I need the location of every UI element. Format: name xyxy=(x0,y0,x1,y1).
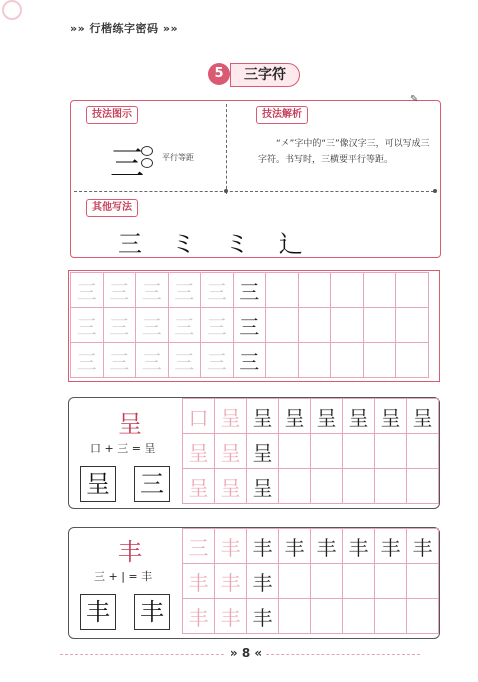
practice-cell[interactable]: 呈 xyxy=(375,399,407,434)
practice-cell[interactable]: 三 xyxy=(71,308,104,343)
practice-cell[interactable]: 丰 xyxy=(279,529,311,564)
variant-char: 三 xyxy=(118,230,142,258)
practice-cell[interactable]: 三 xyxy=(183,529,215,564)
practice-cell[interactable] xyxy=(407,564,439,599)
practice-cell[interactable] xyxy=(343,564,375,599)
practice-cell[interactable] xyxy=(279,469,311,504)
variant-char: ミ xyxy=(225,230,250,258)
practice-cell[interactable] xyxy=(407,469,439,504)
practice-cell[interactable]: 丰 xyxy=(375,529,407,564)
practice-cell[interactable]: 三 xyxy=(168,273,201,308)
grid-row xyxy=(71,343,429,378)
grid-row xyxy=(183,529,439,564)
grid-row xyxy=(71,308,429,343)
practice-cell[interactable]: 呈 xyxy=(183,469,215,504)
practice-cell[interactable]: 丰 xyxy=(407,529,439,564)
book-title: »» 行楷练字密码 »» xyxy=(70,22,179,35)
practice-cell[interactable]: 三 xyxy=(103,343,136,378)
practice-cell[interactable]: 呈 xyxy=(183,434,215,469)
practice-grid-2 xyxy=(182,398,439,504)
divider-horizontal xyxy=(74,191,434,192)
lesson-number: 5 xyxy=(208,63,230,85)
section-3-formula: 三 + | = 丰 xyxy=(94,570,153,583)
practice-cell[interactable]: 丰 xyxy=(311,529,343,564)
practice-cell[interactable] xyxy=(407,434,439,469)
section-3-title: 丰 xyxy=(118,538,142,566)
practice-cell[interactable]: 三 xyxy=(136,343,169,378)
practice-cell[interactable] xyxy=(331,273,364,308)
section-2-mini-2: 三 xyxy=(134,466,170,502)
spacing-ruler-icon xyxy=(141,146,155,168)
divider-dot xyxy=(433,189,437,193)
practice-cell[interactable] xyxy=(298,343,331,378)
practice-cell[interactable]: 三 xyxy=(201,308,234,343)
grid-row xyxy=(183,599,439,634)
practice-cell[interactable] xyxy=(331,343,364,378)
practice-cell[interactable] xyxy=(298,308,331,343)
practice-cell[interactable]: 三 xyxy=(201,343,234,378)
section-2-title: 呈 xyxy=(118,410,142,438)
grid-row xyxy=(71,273,429,308)
divider-dot xyxy=(224,189,228,193)
practice-cell[interactable] xyxy=(331,308,364,343)
practice-cell[interactable]: 丰 xyxy=(247,599,279,634)
grid-row xyxy=(183,399,439,434)
practice-cell[interactable]: 三 xyxy=(71,273,104,308)
practice-cell[interactable] xyxy=(298,273,331,308)
section-3-mini-2: 丰 xyxy=(134,594,170,630)
practice-cell[interactable] xyxy=(363,308,396,343)
grid-row xyxy=(183,469,439,504)
practice-cell[interactable]: 三 xyxy=(71,343,104,378)
section-3-mini-1: 丰 xyxy=(80,594,116,630)
practice-cell[interactable]: 丰 xyxy=(215,564,247,599)
page-header xyxy=(0,0,478,40)
practice-cell[interactable] xyxy=(266,273,299,308)
practice-cell[interactable] xyxy=(396,273,429,308)
section-2-formula: 口 + 三 = 呈 xyxy=(90,442,156,455)
practice-cell[interactable]: 三 xyxy=(168,343,201,378)
practice-cell[interactable]: 三 xyxy=(233,308,266,343)
practice-cell[interactable] xyxy=(407,599,439,634)
practice-cell[interactable]: 丰 xyxy=(183,564,215,599)
page-number: » 8 « xyxy=(226,646,266,660)
illustration-label: 平行等距 xyxy=(162,153,194,162)
practice-cell[interactable]: 三 xyxy=(136,273,169,308)
practice-cell[interactable]: 呈 xyxy=(215,469,247,504)
section-2-mini-1: 呈 xyxy=(80,466,116,502)
practice-cell[interactable]: 呈 xyxy=(247,434,279,469)
pencil-icon: ✎ xyxy=(410,94,419,105)
practice-cell[interactable]: 丰 xyxy=(215,529,247,564)
practice-cell[interactable] xyxy=(279,599,311,634)
practice-cell[interactable] xyxy=(343,469,375,504)
practice-cell[interactable] xyxy=(343,434,375,469)
practice-cell[interactable] xyxy=(279,564,311,599)
practice-cell[interactable] xyxy=(343,599,375,634)
practice-cell[interactable]: 三 xyxy=(168,308,201,343)
practice-cell[interactable] xyxy=(279,434,311,469)
tag-analysis: 技法解析 xyxy=(256,106,308,124)
practice-cell[interactable] xyxy=(396,308,429,343)
lesson-name: 三字符 xyxy=(230,63,300,87)
practice-cell[interactable]: 三 xyxy=(233,343,266,378)
practice-cell[interactable]: 丰 xyxy=(215,599,247,634)
practice-cell[interactable]: 呈 xyxy=(311,399,343,434)
practice-cell[interactable]: 丰 xyxy=(183,599,215,634)
practice-cell[interactable] xyxy=(266,343,299,378)
practice-cell[interactable]: 呈 xyxy=(407,399,439,434)
lesson-title xyxy=(208,63,300,87)
practice-cell[interactable] xyxy=(375,599,407,634)
practice-cell[interactable]: 丰 xyxy=(343,529,375,564)
practice-cell[interactable]: 呈 xyxy=(279,399,311,434)
practice-cell[interactable]: 丰 xyxy=(247,529,279,564)
variant-forms xyxy=(118,224,325,259)
tag-other-styles: 其他写法 xyxy=(86,199,138,217)
analysis-text: “㐅”字中的“三”像汉字三，可以写成三字符。书写时，三横要平行等距。 xyxy=(258,139,430,165)
practice-cell[interactable] xyxy=(311,564,343,599)
practice-cell[interactable]: 三 xyxy=(103,273,136,308)
decorative-circle-icon xyxy=(2,0,22,20)
tag-illustration: 技法图示 xyxy=(86,106,138,124)
practice-cell[interactable]: 三 xyxy=(136,308,169,343)
variant-char: ミ xyxy=(171,230,196,258)
practice-cell[interactable] xyxy=(311,434,343,469)
practice-cell[interactable] xyxy=(375,434,407,469)
practice-cell[interactable]: 三 xyxy=(103,308,136,343)
practice-cell[interactable]: 呈 xyxy=(247,399,279,434)
variant-char: 辶 xyxy=(278,230,303,258)
practice-grid-3 xyxy=(182,528,439,634)
illustration-char: 三 xyxy=(110,144,144,184)
practice-cell[interactable]: 呈 xyxy=(343,399,375,434)
practice-grid-1 xyxy=(70,272,429,378)
grid-row xyxy=(183,434,439,469)
practice-cell[interactable] xyxy=(375,564,407,599)
practice-cell[interactable]: 口 xyxy=(183,399,215,434)
practice-cell[interactable]: 三 xyxy=(233,273,266,308)
practice-cell[interactable]: 呈 xyxy=(215,434,247,469)
practice-cell[interactable]: 呈 xyxy=(215,399,247,434)
practice-cell[interactable] xyxy=(266,308,299,343)
practice-cell[interactable]: 呈 xyxy=(247,469,279,504)
practice-cell[interactable]: 丰 xyxy=(247,564,279,599)
practice-cell[interactable] xyxy=(363,273,396,308)
practice-cell[interactable]: 三 xyxy=(201,273,234,308)
practice-cell[interactable] xyxy=(375,469,407,504)
divider-vertical xyxy=(226,104,227,194)
practice-cell[interactable] xyxy=(311,469,343,504)
practice-cell[interactable] xyxy=(311,599,343,634)
grid-row xyxy=(183,564,439,599)
practice-cell[interactable] xyxy=(396,343,429,378)
practice-cell[interactable] xyxy=(363,343,396,378)
